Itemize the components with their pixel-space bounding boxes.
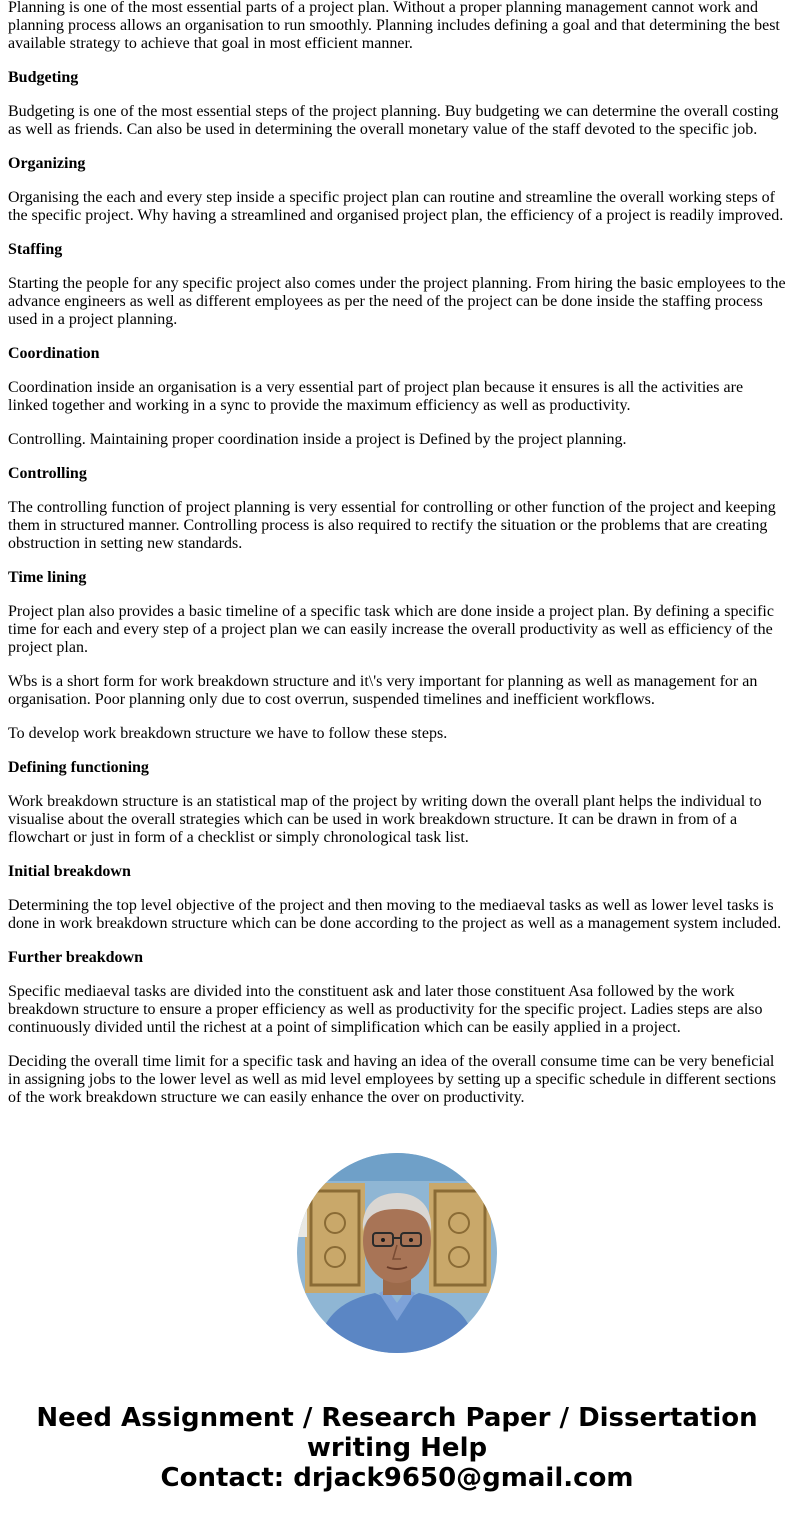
organizing-paragraph: Organising the each and every step inside a specific project plan can routine and streamline the overall working steps of the specific project. Why having a streamlined and organised project plan, the efficiency of a project is readily improved.: [8, 189, 784, 224]
defining-heading: Defining functioning: [8, 759, 149, 776]
promo-contact: Contact: drjack9650@gmail.com: [160, 1463, 634, 1493]
budgeting-paragraph: Budgeting is one of the most essential steps of the project planning. Buy budgeting we can determine the overall costing as well as friends. Can also be used in determining the overall monetary value of the staff devoted to the specific job.: [8, 103, 779, 138]
staffing-heading: Staffing: [8, 241, 63, 258]
staffing-paragraph: Starting the people for any specific project also comes under the project planning. From hiring the basic employees to the advance engineers as well as different employees as per the need of the project can be done inside the staffing process used in a project planning.: [8, 275, 786, 328]
person-portrait-icon: [297, 1153, 497, 1353]
closing-paragraph: Deciding the overall time limit for a specific task and having an idea of the overall consume time can be very beneficial in assigning jobs to the lower level as well as mid level employees by setting up a specific schedule in different sections of the work breakdown structure we can easily enhance the over on productivity.: [8, 1053, 776, 1106]
organizing-heading: Organizing: [8, 155, 86, 172]
promo-line-1: Need Assignment / Research Paper / Dissertation: [36, 1403, 758, 1433]
timelining-heading: Time lining: [8, 569, 87, 586]
controlling-heading: Controlling: [8, 465, 87, 482]
initial-breakdown-heading: Initial breakdown: [8, 863, 131, 880]
controlling-paragraph: The controlling function of project planning is very essential for controlling or other function of the project and keeping them in structured manner. Controlling process is also required to rectify the situation or the problems that are creating obstruction in setting new standards.: [8, 499, 776, 552]
budgeting-heading: Budgeting: [8, 69, 79, 86]
initial-breakdown-paragraph: Determining the top level objective of the project and then moving to the mediaeval tasks as well as lower level tasks is done in work breakdown structure which can be done according to the project as well as a management system included.: [8, 897, 782, 932]
defining-paragraph: Work breakdown structure is an statistical map of the project by writing down the overall plant helps the individual to visualise about the overall strategies which can be used in work breakdown structure. It can be drawn in from of a flowchart or just in form of a checklist or simply chronological task list.: [8, 793, 762, 846]
further-breakdown-paragraph: Specific mediaeval tasks are divided into the constituent ask and later those constituent Asa followed by the work breakdown structure to ensure a proper efficiency as well as productivity for the specific project. Ladies steps are also continuously divided until the richest at a point of simplification which can be easily applied in a project.: [8, 983, 763, 1036]
wbs-steps-paragraph: To develop work breakdown structure we have to follow these steps.: [8, 725, 448, 742]
coordination-paragraph: Coordination inside an organisation is a very essential part of project plan because it ensures is all the activities are linked together and working in a sync to provide the maximum efficiency as well as productivity.: [8, 379, 744, 414]
author-photo: [297, 1153, 497, 1353]
intro-paragraph: Planning is one of the most essential parts of a project plan. Without a proper planning management cannot work and planning process allows an organisation to run smoothly. Planning includes defining a goal and that determining the best available strategy to achieve that goal in most efficient manner.: [8, 0, 780, 52]
promo-line-2: writing Help: [306, 1433, 488, 1463]
further-breakdown-heading: Further breakdown: [8, 949, 143, 966]
promo-banner: [0, 1403, 794, 1493]
timelining-paragraph: Project plan also provides a basic timeline of a specific task which are done inside a project plan. By defining a specific time for each and every step of a project plan we can easily increase the overall productivity as well as efficiency of the project plan.: [8, 603, 774, 656]
wbs-paragraph: Wbs is a short form for work breakdown structure and it\'s very important for planning as well as management for an organisation. Poor planning only due to cost overrun, suspended timelines and inefficient workflows.: [8, 673, 758, 708]
coordination-paragraph-2: Controlling. Maintaining proper coordination inside a project is Defined by the project planning.: [8, 431, 627, 448]
coordination-heading: Coordination: [8, 345, 100, 362]
article-body: [8, 0, 786, 1123]
